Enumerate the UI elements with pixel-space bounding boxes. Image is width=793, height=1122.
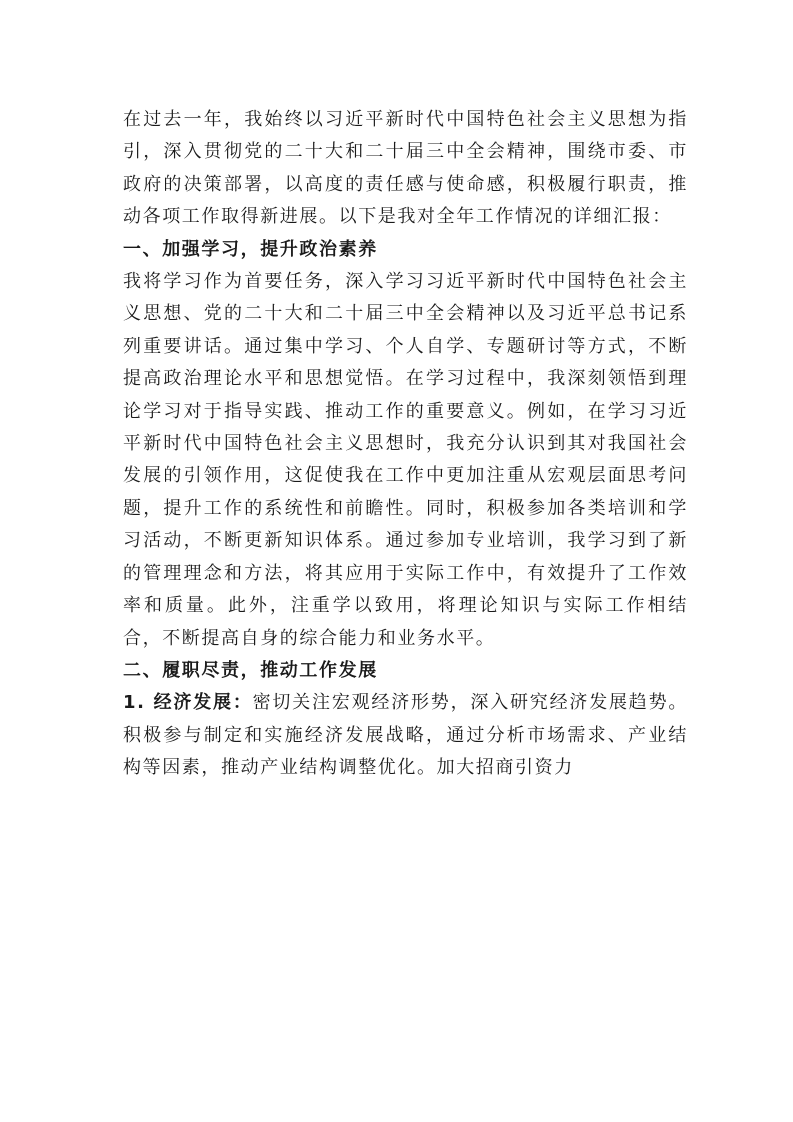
section-1-heading: 一、加强学习，提升政治素养: [123, 238, 378, 260]
section-2-heading: 二、履职尽责，推动工作发展: [123, 659, 378, 681]
item-1-lead: 1. 经济发展：: [123, 692, 253, 714]
section-2-item-1: [123, 687, 688, 784]
section-1-paragraph: 我将学习作为首要任务，深入学习习近平新时代中国特色社会主义思想、党的二十大和二十届三中全会精神以及习近平总书记系列重要讲话。通过集中学习、个人自学、专题研讨等方式，不断提高政治理论水平和思想觉悟。在学习过程中，我深刻领悟到理论学习对于指导实践、推动工作的重要意义。例如，在学习习近平新时代中国特色社会主义思想时，我充分认识到其对我国社会发展的引领作用，这促使我在工作中更加注重从宏观层面思考问题，提升工作的系统性和前瞻性。同时，积极参加各类培训和学习活动，不断更新知识体系。通过参加专业培训，我学习到了新的管理理念和方法，将其应用于实际工作中，有效提升了工作效率和质量。此外，注重学以致用，将理论知识与实际工作相结合，不断提高自身的综合能力和业务水平。: [123, 271, 688, 649]
document-body: [123, 104, 688, 785]
item-1-body: 密切关注宏观经济形势，深入研究经济发展趋势。积极参与制定和实施经济发展战略，通过分析市场需求、产业结构等因素，推动产业结构调整优化。加大招商引资力: [123, 692, 688, 779]
intro-paragraph: 在过去一年，我始终以习近平新时代中国特色社会主义思想为指引，深入贯彻党的二十大和二十届三中全会精神，围绕市委、市政府的决策部署，以高度的责任感与使命感，积极履行职责，推动各项工作取得新进展。以下是我对全年工作情况的详细汇报：: [123, 109, 688, 228]
